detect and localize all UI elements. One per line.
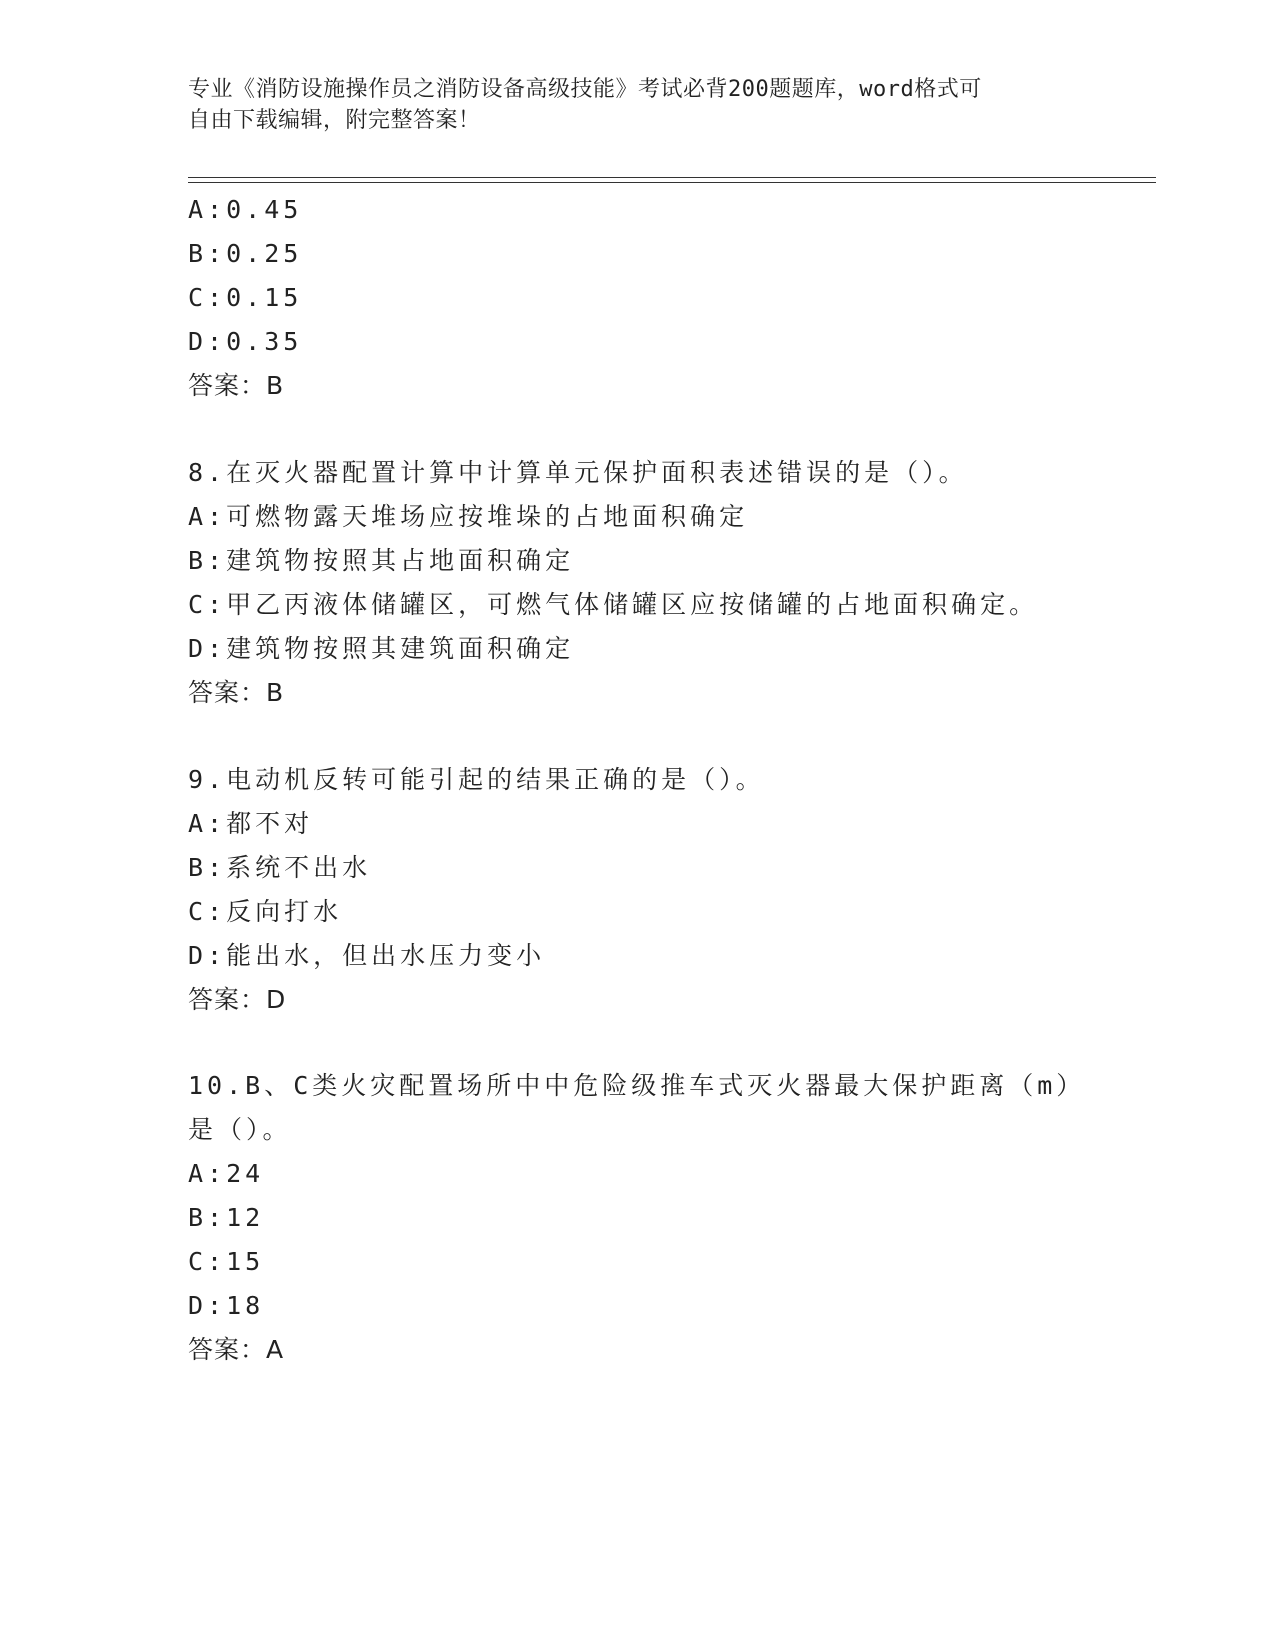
q9-option-a: A:都不对 bbox=[188, 809, 314, 838]
q10-option-d: D:18 bbox=[188, 1291, 265, 1320]
q8-stem: 8.在灭火器配置计算中计算单元保护面积表述错误的是（）。 bbox=[188, 458, 968, 487]
q10-option-b: B:12 bbox=[188, 1203, 265, 1232]
document-header bbox=[188, 74, 1068, 136]
q7-option-a: A:0.45 bbox=[188, 195, 303, 224]
q9-answer: 答案：D bbox=[188, 985, 287, 1014]
q8-option-b: B:建筑物按照其占地面积确定 bbox=[188, 546, 575, 575]
header-line-1: 专业《消防设施操作员之消防设备高级技能》考试必背200题题库，word格式可 bbox=[188, 77, 982, 102]
q8-option-d: D:建筑物按照其建筑面积确定 bbox=[188, 634, 575, 663]
header-rule-top bbox=[188, 177, 1156, 178]
header-line-2: 自由下载编辑，附完整答案！ bbox=[188, 108, 481, 133]
q9-option-d: D:能出水，但出水压力变小 bbox=[188, 941, 546, 970]
q7-answer: 答案：B bbox=[188, 371, 285, 400]
q10-stem-line-1: 10.B、C类火灾配置场所中中危险级推车式灭火器最大保护距离（m） bbox=[188, 1071, 1086, 1100]
q9-stem: 9.电动机反转可能引起的结果正确的是（）。 bbox=[188, 765, 765, 794]
q8-option-c: C:甲乙丙液体储罐区，可燃气体储罐区应按储罐的占地面积确定。 bbox=[188, 590, 1039, 619]
q7-option-c: C:0.15 bbox=[188, 283, 303, 312]
q9-option-b: B:系统不出水 bbox=[188, 853, 372, 882]
header-rule-bottom bbox=[188, 182, 1156, 183]
q8-option-a: A:可燃物露天堆场应按堆垛的占地面积确定 bbox=[188, 502, 749, 531]
q9-option-c: C:反向打水 bbox=[188, 897, 343, 926]
q10-option-c: C:15 bbox=[188, 1247, 265, 1276]
q7-option-b: B:0.25 bbox=[188, 239, 303, 268]
q8-answer: 答案：B bbox=[188, 678, 285, 707]
q10-option-a: A:24 bbox=[188, 1159, 265, 1188]
q10-answer: 答案：A bbox=[188, 1335, 285, 1364]
q10-stem-line-2: 是（）。 bbox=[188, 1115, 292, 1144]
q7-option-d: D:0.35 bbox=[188, 327, 303, 356]
